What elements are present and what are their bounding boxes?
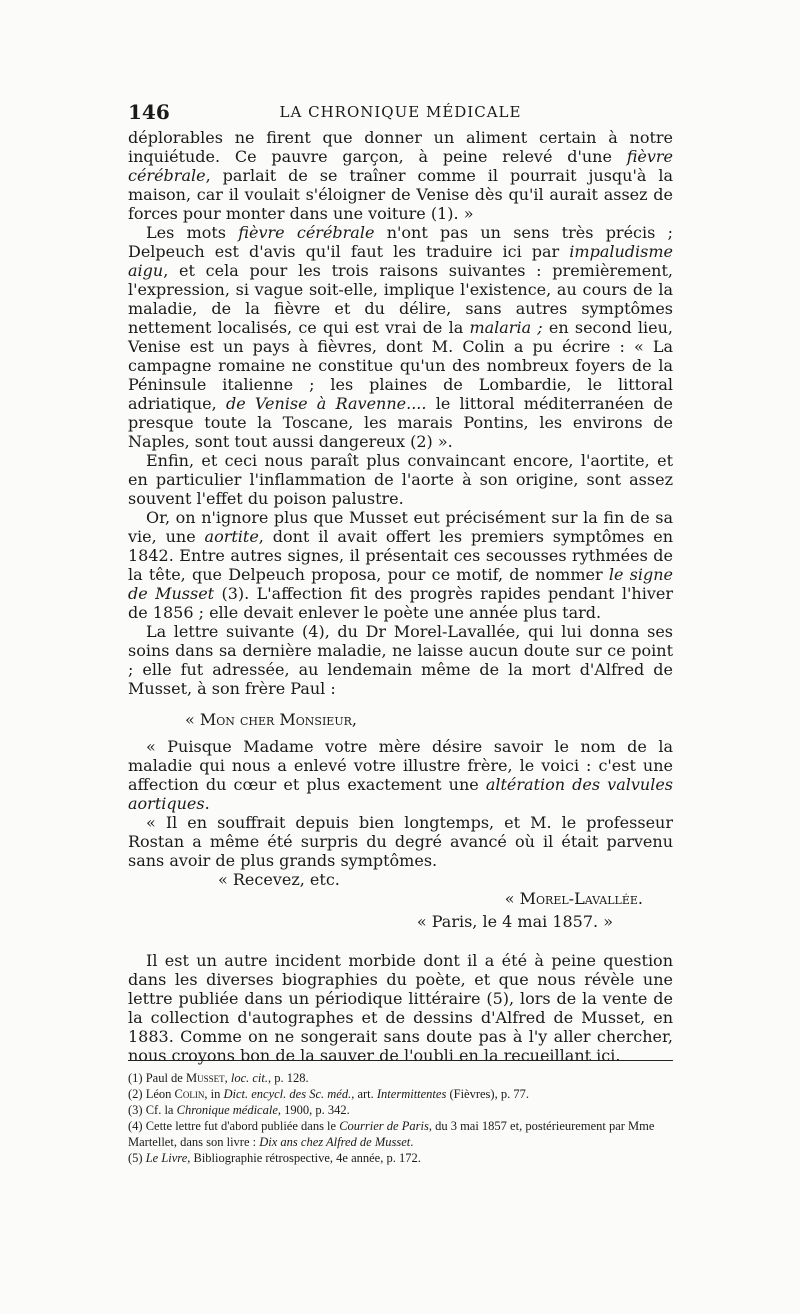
footnote bbox=[128, 1102, 673, 1118]
text-run: , in bbox=[204, 1087, 224, 1101]
paragraph: Enfin, et ceci nous paraît plus convaincant encore, l'aortite, et en particulier l'inflammation de l'aorte à son origine, sont assez souvent l'effet du poison palustre. bbox=[128, 451, 673, 508]
text-run: Colin bbox=[174, 1087, 205, 1101]
italic-run: de Venise à Ravenne.... bbox=[225, 394, 427, 413]
text-run: , et cela pour les trois raisons suivantes : premièrement, l'expression, si vague soit-elle, implique l'existence, au cours de la maladie, de la fièvre et du délire, sans autres symptômes nettement localisés, ce qui est vrai de la bbox=[128, 261, 673, 337]
italic-run: fièvre cérébrale bbox=[238, 223, 375, 242]
page-number: 146 bbox=[128, 100, 170, 124]
text-run: « Puisque Madame votre mère désire savoir le nom de la maladie qui nous a enlevé votre illustre frère, le voici : c'est une affection du cœur et plus exactement une bbox=[128, 737, 673, 794]
italic-run: Chronique médicale bbox=[176, 1103, 278, 1117]
text-run: en second lieu, Venise est un pays à fièvres, dont M. Colin a pu écrire : « La campagne romaine ne constitue qu'un des nombreux foyers de la Péninsule italienne ; les plaines de Lombardie, le littoral adriatique, bbox=[128, 318, 673, 413]
text-run: « bbox=[185, 710, 200, 729]
letter-place-date: « Paris, le 4 mai 1857. » bbox=[416, 912, 613, 931]
italic-run: Intermittentes bbox=[376, 1087, 447, 1101]
text-run: , bbox=[224, 1071, 231, 1085]
text-run: , art. bbox=[351, 1087, 377, 1101]
paragraph bbox=[128, 223, 673, 451]
text-run: n'ont pas un sens très précis ; Delpeuch est d'avis qu'il faut les traduire ici par bbox=[128, 223, 674, 261]
paragraph bbox=[128, 128, 673, 223]
letter-paragraph: « Il en souffrait depuis bien longtemps, et M. le professeur Rostan a même été surpris du degré avancé où il était parvenu sans avoir de plus grands symptômes. bbox=[128, 813, 673, 870]
running-title: LA CHRONIQUE MÉDICALE bbox=[279, 103, 522, 121]
text-run: , parlait de se traîner comme il pourrait jusqu'à la maison, car il voulait s'éloigner de Venise dès qu'il aurait assez de forces pour monter dans une voiture (1). » bbox=[128, 166, 673, 223]
footnote-rule bbox=[128, 1060, 673, 1061]
footnotes bbox=[128, 1070, 673, 1166]
letter-paragraph bbox=[128, 737, 673, 813]
text-run: Or, on n'ignore plus que Musset eut précisément sur la fin de sa vie, une bbox=[128, 508, 673, 546]
text-run: Musset bbox=[185, 1071, 225, 1085]
text-run: (1) Paul de bbox=[128, 1071, 186, 1085]
footnote bbox=[128, 1118, 673, 1150]
italic-run: aortite bbox=[204, 527, 259, 546]
text-run: le littoral méditerranéen de presque toute la Toscane, les marais Pontins, les environs de Naples, sont tout aussi dangereux (2) ». bbox=[128, 394, 674, 451]
text-run: Mon cher Monsieur, bbox=[199, 710, 357, 729]
letter-closing: « Recevez, etc. bbox=[218, 870, 340, 889]
italic-run: fièvre cérébrale bbox=[128, 147, 673, 185]
text-run: . bbox=[204, 794, 210, 813]
text-run: (3) Cf. la bbox=[128, 1103, 177, 1117]
paragraph: La lettre suivante (4), du Dr Morel-Lavallée, qui lui donna ses soins dans sa dernière maladie, ne laisse aucun doute sur ce point ; elle fut adressée, au lendemain même de la mort d'Alfred de Musset, à son frère Paul : bbox=[128, 622, 673, 698]
text-run: déplorables ne firent que donner un aliment certain à notre inquiétude. Ce pauvre garçon, à peine relevé d'une bbox=[128, 128, 673, 166]
text-run: Morel-Lavallée. bbox=[519, 889, 643, 908]
text-run: , dont il avait offert les premiers symptômes en 1842. Entre autres signes, il présentait ces secousses rythmées de la tête, que Delpeuch proposa, pour ce motif, de nommer bbox=[128, 527, 673, 584]
italic-run: Dix ans chez Alfred de Musset bbox=[259, 1135, 411, 1149]
text-run: (2) Léon bbox=[128, 1087, 175, 1101]
text-run: , p. 128. bbox=[268, 1071, 309, 1085]
spacer bbox=[128, 931, 673, 951]
italic-run: altération des valvules aortiques bbox=[128, 775, 674, 813]
text-run: (5) bbox=[128, 1151, 146, 1165]
text-run: Les mots bbox=[146, 223, 239, 242]
text-run: , du 3 mai 1857 et, postérieurement par Mme Martellet, dans son livre : bbox=[128, 1119, 655, 1149]
text-run: . bbox=[410, 1135, 414, 1149]
text-run: (Fièvres), p. 77. bbox=[446, 1087, 529, 1101]
italic-run: le signe de Musset bbox=[128, 565, 674, 603]
italic-run: Dict. encycl. des Sc. méd. bbox=[223, 1087, 352, 1101]
text-run: « bbox=[504, 889, 520, 908]
text-run: , Bibliographie rétrospective, 4e année, p. 172. bbox=[187, 1151, 421, 1165]
footnote bbox=[128, 1150, 673, 1166]
footnote bbox=[128, 1070, 673, 1086]
main-text bbox=[128, 128, 673, 1065]
text-run: (3). L'affection fit des progrès rapides pendant l'hiver de 1856 ; elle devait enlever le poète une année plus tard. bbox=[128, 584, 673, 622]
italic-run: impaludisme aigu bbox=[128, 242, 673, 280]
page-header bbox=[128, 100, 673, 124]
text-run: , 1900, p. 342. bbox=[277, 1103, 350, 1117]
letter-signature bbox=[128, 889, 673, 908]
paragraph: Il est un autre incident morbide dont il a été à peine question dans les diverses biographies du poète, et que nous révèle une lettre publiée dans un périodique littéraire (5), lors de la vente de la collection d'autographes et de dessins d'Alfred de Musset, en 1883. Comme on ne songerait sans doute pas à l'y aller chercher, nous croyons bon de la sauver de l'oubli en la recueillant ici. bbox=[128, 951, 673, 1065]
letter-salutation bbox=[128, 710, 673, 729]
italic-run: malaria ; bbox=[469, 318, 543, 337]
text-run: (4) Cette lettre fut d'abord publiée dans le bbox=[128, 1119, 340, 1133]
footnote bbox=[128, 1086, 673, 1102]
italic-run: Le Livre bbox=[145, 1151, 188, 1165]
italic-run: loc. cit. bbox=[230, 1071, 268, 1085]
italic-run: Courrier de Paris bbox=[339, 1119, 429, 1133]
paragraph bbox=[128, 508, 673, 622]
